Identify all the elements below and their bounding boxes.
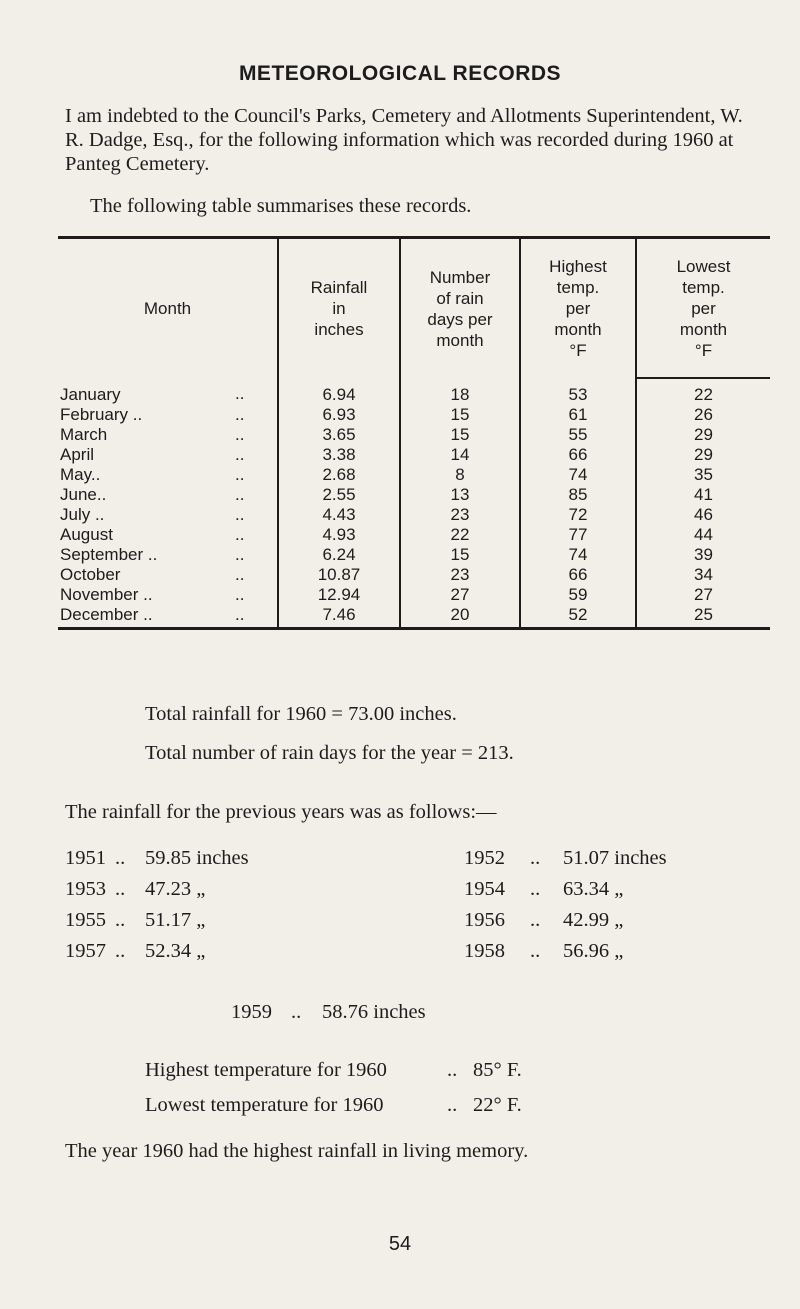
cell-high: 66 bbox=[520, 445, 636, 465]
cell-rain: 4.93 bbox=[278, 525, 400, 545]
dots: .. bbox=[235, 505, 245, 524]
month-cell bbox=[58, 445, 278, 465]
year-label: 1956 bbox=[464, 909, 505, 931]
month-cell bbox=[58, 565, 278, 585]
dots: .. bbox=[235, 525, 245, 544]
table-row bbox=[58, 485, 770, 505]
table-row bbox=[58, 565, 770, 585]
cell-high: 55 bbox=[520, 425, 636, 445]
cell-high: 85 bbox=[520, 485, 636, 505]
year-value: 51.07 inches bbox=[563, 847, 667, 869]
year-label: 1951 bbox=[65, 847, 106, 869]
year-label: 1957 bbox=[65, 940, 106, 962]
highest-temp-value: 85° F. bbox=[473, 1059, 522, 1081]
lowest-temp-value: 22° F. bbox=[473, 1094, 522, 1116]
total-rain-days-text: Total number of rain days for the year = 213. bbox=[145, 742, 514, 764]
table-row bbox=[58, 378, 770, 405]
cell-low: 29 bbox=[636, 425, 770, 445]
cell-low: 44 bbox=[636, 525, 770, 545]
header-rain-days: Number of rain days per month bbox=[400, 238, 520, 379]
header-rainfall: Rainfall in inches bbox=[278, 238, 400, 379]
cell-rain: 2.68 bbox=[278, 465, 400, 485]
intro-paragraph: I am indebted to the Council's Parks, Cemetery and Allotments Superintendent, W. R. Dadge, Esq., for the following information which was recorded during 1960 at Panteg Cemetery. bbox=[65, 105, 743, 175]
month-name: July .. bbox=[60, 505, 105, 524]
year-value: 42.99 „ bbox=[563, 909, 624, 931]
year-label: 1953 bbox=[65, 878, 106, 900]
header-highest-temp: Highest temp. per month °F bbox=[520, 238, 636, 379]
cell-high: 74 bbox=[520, 545, 636, 565]
cell-rain: 2.55 bbox=[278, 485, 400, 505]
dots: .. bbox=[115, 847, 126, 869]
month-cell bbox=[58, 585, 278, 605]
page-title: METEOROLOGICAL RECORDS bbox=[238, 62, 562, 85]
cell-high: 59 bbox=[520, 585, 636, 605]
cell-high: 61 bbox=[520, 405, 636, 425]
month-cell bbox=[58, 378, 278, 405]
cell-low: 39 bbox=[636, 545, 770, 565]
cell-low: 41 bbox=[636, 485, 770, 505]
cell-rain: 6.94 bbox=[278, 378, 400, 405]
table-row bbox=[58, 605, 770, 629]
month-name: September .. bbox=[60, 545, 158, 564]
dots: .. bbox=[235, 405, 245, 424]
cell-low: 26 bbox=[636, 405, 770, 425]
month-name: November .. bbox=[60, 585, 153, 604]
cell-rain: 4.43 bbox=[278, 505, 400, 525]
cell-days: 15 bbox=[400, 545, 520, 565]
dots: .. bbox=[235, 585, 245, 604]
dots: .. bbox=[115, 878, 126, 900]
cell-high: 77 bbox=[520, 525, 636, 545]
cell-days: 15 bbox=[400, 405, 520, 425]
year-label: 1955 bbox=[65, 909, 106, 931]
cell-low: 29 bbox=[636, 445, 770, 465]
year-label: 1952 bbox=[464, 847, 505, 869]
month-name: June.. bbox=[60, 485, 107, 504]
cell-low: 27 bbox=[636, 585, 770, 605]
month-name: December .. bbox=[60, 605, 153, 624]
lowest-temp-label: Lowest temperature for 1960 bbox=[145, 1094, 384, 1116]
cell-days: 15 bbox=[400, 425, 520, 445]
month-name: January bbox=[60, 384, 121, 404]
month-cell bbox=[58, 545, 278, 565]
cell-rain: 3.65 bbox=[278, 425, 400, 445]
cell-days: 8 bbox=[400, 465, 520, 485]
table-body bbox=[58, 378, 770, 629]
cell-rain: 6.93 bbox=[278, 405, 400, 425]
table-row bbox=[58, 525, 770, 545]
month-cell bbox=[58, 465, 278, 485]
month-name: February .. bbox=[60, 405, 143, 424]
highest-temp-label: Highest temperature for 1960 bbox=[145, 1059, 387, 1081]
dots: .. bbox=[235, 605, 245, 624]
table-row bbox=[58, 425, 770, 445]
month-name: April bbox=[60, 445, 95, 464]
page-number: 54 bbox=[388, 1233, 412, 1255]
year-value: 58.76 inches bbox=[322, 1001, 426, 1023]
previous-years-title: The rainfall for the previous years was as follows:— bbox=[65, 801, 497, 823]
dots: .. bbox=[235, 565, 245, 584]
cell-days: 23 bbox=[400, 565, 520, 585]
cell-rain: 6.24 bbox=[278, 545, 400, 565]
year-value: 56.96 „ bbox=[563, 940, 624, 962]
cell-days: 22 bbox=[400, 525, 520, 545]
table-row bbox=[58, 585, 770, 605]
month-name: August bbox=[60, 525, 113, 544]
header-month: Month bbox=[143, 299, 192, 318]
year-label: 1958 bbox=[464, 940, 505, 962]
cell-days: 18 bbox=[400, 378, 520, 405]
dots: .. bbox=[115, 940, 126, 962]
closing-statement: The year 1960 had the highest rainfall in living memory. bbox=[65, 1140, 529, 1162]
cell-high: 74 bbox=[520, 465, 636, 485]
header-lowest-temp: Lowest temp. per month °F bbox=[636, 238, 770, 379]
cell-rain: 10.87 bbox=[278, 565, 400, 585]
dots: .. bbox=[530, 940, 541, 962]
dots: .. bbox=[447, 1059, 458, 1081]
dots: .. bbox=[530, 847, 541, 869]
dots: .. bbox=[235, 384, 245, 403]
cell-high: 52 bbox=[520, 605, 636, 629]
cell-low: 34 bbox=[636, 565, 770, 585]
month-cell bbox=[58, 425, 278, 445]
weather-table bbox=[58, 236, 770, 630]
cell-rain: 3.38 bbox=[278, 445, 400, 465]
cell-days: 14 bbox=[400, 445, 520, 465]
cell-high: 72 bbox=[520, 505, 636, 525]
table-header-row bbox=[58, 238, 770, 379]
year-value: 47.23 „ bbox=[145, 878, 206, 900]
cell-low: 46 bbox=[636, 505, 770, 525]
dots: .. bbox=[235, 545, 245, 564]
cell-high: 53 bbox=[520, 378, 636, 405]
cell-low: 22 bbox=[636, 378, 770, 405]
cell-days: 20 bbox=[400, 605, 520, 629]
dots: .. bbox=[235, 465, 245, 484]
cell-rain: 7.46 bbox=[278, 605, 400, 629]
dots: .. bbox=[447, 1094, 458, 1116]
dots: .. bbox=[115, 909, 126, 931]
cell-high: 66 bbox=[520, 565, 636, 585]
cell-days: 27 bbox=[400, 585, 520, 605]
cell-days: 23 bbox=[400, 505, 520, 525]
total-rainfall-text: Total rainfall for 1960 = 73.00 inches. bbox=[145, 703, 457, 725]
month-cell bbox=[58, 605, 278, 629]
year-value: 63.34 „ bbox=[563, 878, 624, 900]
table-row bbox=[58, 505, 770, 525]
year-label: 1954 bbox=[464, 878, 505, 900]
cell-low: 25 bbox=[636, 605, 770, 629]
table-row bbox=[58, 545, 770, 565]
year-value: 51.17 „ bbox=[145, 909, 206, 931]
cell-rain: 12.94 bbox=[278, 585, 400, 605]
table-lead-text: The following table summarises these records. bbox=[90, 195, 472, 217]
dots: .. bbox=[235, 485, 245, 504]
month-cell bbox=[58, 505, 278, 525]
dots: .. bbox=[530, 878, 541, 900]
month-cell bbox=[58, 485, 278, 505]
month-cell bbox=[58, 525, 278, 545]
year-label: 1959 bbox=[231, 1001, 272, 1023]
year-value: 52.34 „ bbox=[145, 940, 206, 962]
month-name: October bbox=[60, 565, 121, 584]
dots: .. bbox=[235, 445, 245, 464]
month-cell bbox=[58, 405, 278, 425]
cell-low: 35 bbox=[636, 465, 770, 485]
month-name: May.. bbox=[60, 465, 101, 484]
month-name: March bbox=[60, 425, 108, 444]
dots: .. bbox=[530, 909, 541, 931]
table-row bbox=[58, 465, 770, 485]
dots: .. bbox=[291, 1001, 302, 1023]
year-value: 59.85 inches bbox=[145, 847, 249, 869]
table-row bbox=[58, 405, 770, 425]
table-row bbox=[58, 445, 770, 465]
cell-days: 13 bbox=[400, 485, 520, 505]
dots: .. bbox=[235, 425, 245, 444]
